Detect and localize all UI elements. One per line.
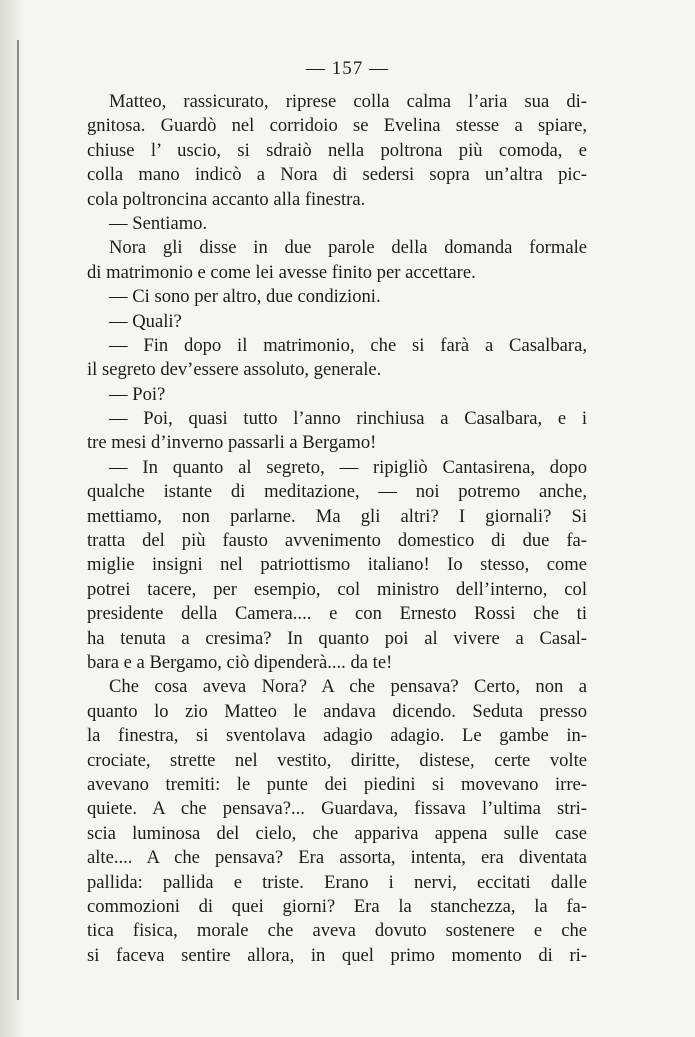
text-line: alte.... A che pensava? Era assorta, intenta, era diventata bbox=[87, 847, 587, 869]
text-line: crociate, strette nel vestito, diritte, distese, certe volte bbox=[87, 749, 587, 771]
text-line: tre mesi d’inverno passarli a Bergamo! bbox=[87, 432, 377, 454]
text-line: pallida: pallida e triste. Erano i nervi, eccitati dalle bbox=[87, 871, 587, 893]
text-line: la finestra, si sventolava adagio adagio. Le gambe in- bbox=[87, 725, 587, 747]
text-line: quanto lo zio Matteo le andava dicendo. Seduta presso bbox=[87, 700, 587, 722]
text-line: — Poi? bbox=[109, 383, 166, 405]
text-line: Matteo, rassicurato, riprese colla calma l’aria sua di- bbox=[109, 91, 587, 112]
text-line: si faceva sentire allora, in quel primo momento di ri- bbox=[87, 944, 587, 966]
text-line: avevano tremiti: le punte dei piedini si movevano irre- bbox=[87, 773, 587, 795]
text-line: — In quanto al segreto, — ripigliò Cantasirena, dopo bbox=[109, 456, 587, 478]
text-line: il segreto dev’essere assoluto, generale. bbox=[87, 359, 382, 381]
text-line: di matrimonio e come lei avesse finito per accettare. bbox=[87, 261, 476, 283]
text-line: — Poi, quasi tutto l’anno rinchiusa a Casalbara, e i bbox=[109, 408, 587, 430]
text-line: potrei tacere, per esempio, col ministro dell’interno, col bbox=[87, 578, 587, 600]
body-text bbox=[87, 90, 587, 968]
text-line: quiete. A che pensava?... Guardava, fissava l’ultima stri- bbox=[87, 798, 587, 820]
text-line: chiuse l’ uscio, si sdraiò nella poltrona più comoda, e bbox=[87, 139, 587, 161]
text-line: scia luminosa del cielo, che appariva appena sulle case bbox=[87, 822, 587, 844]
page-binding-edge bbox=[0, 0, 24, 1037]
text-line: Che cosa aveva Nora? A che pensava? Certo, non a bbox=[109, 676, 587, 698]
page-number: — 157 — bbox=[306, 58, 389, 79]
text-line: — Sentiamo. bbox=[109, 212, 208, 234]
text-line: qualche istante di meditazione, — noi potremo anche, bbox=[87, 481, 587, 503]
text-line: — Quali? bbox=[109, 310, 182, 332]
text-line: tica fisica, morale che aveva dovuto sostenere e che bbox=[87, 920, 587, 942]
text-line: colla mano indicò a Nora di sedersi sopra un’altra pic- bbox=[87, 164, 587, 186]
text-line: gnitosa. Guardò nel corridoio se Evelina stesse a spiare, bbox=[87, 115, 587, 137]
text-line: ha tenuta a cresima? In quanto poi al vivere a Casal- bbox=[87, 627, 587, 649]
text-line: tratta del più fausto avvenimento domestico di due fa- bbox=[87, 530, 587, 552]
text-line: presidente della Camera.... e con Ernesto Rossi che ti bbox=[87, 603, 587, 625]
binding-line bbox=[17, 40, 19, 1000]
text-line: mettiamo, non parlarne. Ma gli altri? I giornali? Si bbox=[87, 505, 587, 527]
text-line: miglie insigni nel patriottismo italiano! Io stesso, come bbox=[87, 554, 587, 576]
text-line: cola poltroncina accanto alla finestra. bbox=[87, 188, 366, 210]
text-line: Nora gli disse in due parole della domanda formale bbox=[109, 237, 587, 259]
text-line: commozioni di quei giorni? Era la stanchezza, la fa- bbox=[87, 895, 587, 917]
text-line: — Ci sono per altro, due condizioni. bbox=[109, 286, 381, 308]
text-line: bara e a Bergamo, ciò dipenderà.... da te! bbox=[87, 651, 393, 673]
text-line: — Fin dopo il matrimonio, che si farà a Casalbara, bbox=[109, 334, 587, 356]
